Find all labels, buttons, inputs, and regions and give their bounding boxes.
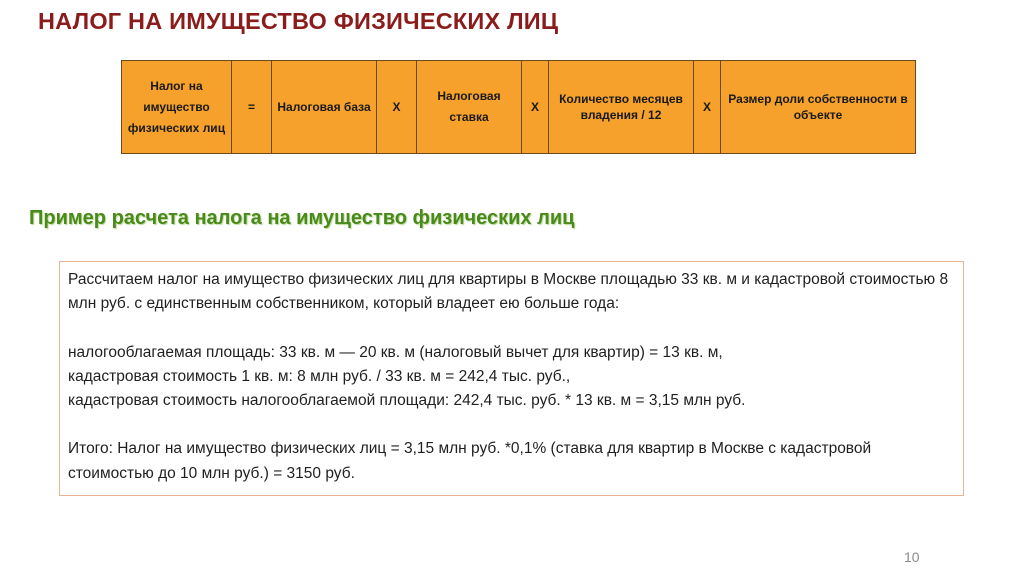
tax-formula-table <box>121 60 916 154</box>
paragraph-gap <box>68 317 955 341</box>
formula-operator-multiply: Х <box>522 61 549 154</box>
formula-row <box>122 61 916 154</box>
paragraph-gap <box>68 413 955 437</box>
formula-cell-months: Количество месяцев владения / 12 <box>549 61 694 154</box>
formula-operator-multiply: Х <box>377 61 417 154</box>
example-total: Итого: Налог на имущество физических лиц = 3,15 млн руб. *0,1% (ставка для квартир в Москве с кадастровой стоимостью до 10 млн руб.) = 3150 руб. <box>68 440 872 482</box>
example-line-taxable-area: налогооблагаемая площадь: 33 кв. м — 20 кв. м (налоговый вычет для квартир) = 13 кв. м, <box>68 343 723 361</box>
formula-cell-share: Размер доли собственности в объекте <box>721 61 916 154</box>
page-title: НАЛОГ НА ИМУЩЕСТВО ФИЗИЧЕСКИХ ЛИЦ <box>38 8 559 34</box>
formula-operator-multiply: Х <box>694 61 721 154</box>
example-heading: Пример расчета налога на имущество физических лиц <box>29 207 575 229</box>
example-text-box <box>59 261 964 496</box>
formula-cell-tax-rate: Налоговая ставка <box>417 61 522 154</box>
formula-operator-equals: = <box>232 61 272 154</box>
formula-cell-tax: Налог на имущество физических лиц <box>122 61 232 154</box>
example-line-taxable-cost: кадастровая стоимость налогооблагаемой площади: 242,4 тыс. руб. * 13 кв. м = 3,15 млн руб. <box>68 392 746 410</box>
formula-cell-tax-base: Налоговая база <box>272 61 377 154</box>
example-intro: Рассчитаем налог на имущество физических лиц для квартиры в Москве площадью 33 кв. м и кадастровой стоимостью 8 млн руб. с единственным собственником, который владеет ею больше года: <box>68 271 949 313</box>
page-number: 10 <box>904 549 920 565</box>
example-line-cost-per-meter: кадастровая стоимость 1 кв. м: 8 млн руб. / 33 кв. м = 242,4 тыс. руб., <box>68 367 571 385</box>
